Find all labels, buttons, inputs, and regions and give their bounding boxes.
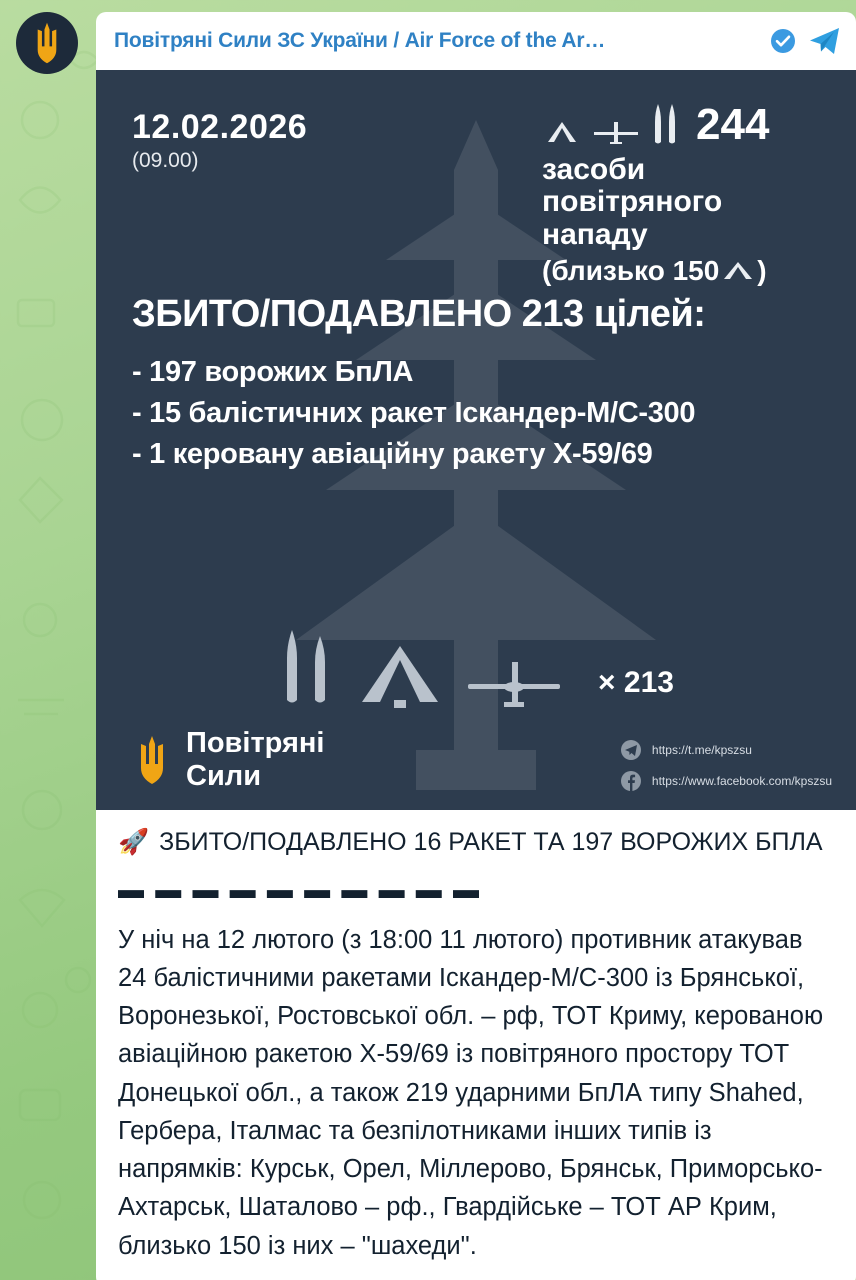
attack-label — [542, 154, 842, 251]
approx-note-close: ) — [757, 255, 767, 287]
rocket-emoji-icon: 🚀 — [118, 828, 150, 856]
targets-multiplier: × 213 — [598, 666, 674, 699]
bullet-item: - 197 ворожих БпЛА — [132, 356, 414, 388]
approx-note-open: (близько 150 — [542, 255, 720, 287]
drone-icon — [542, 120, 582, 146]
weapon-icons-group — [542, 104, 680, 146]
destroyed-targets-icons — [96, 630, 856, 710]
attack-count: 244 — [696, 100, 770, 150]
missiles-icon — [650, 104, 680, 146]
telegram-icon[interactable] — [808, 24, 842, 58]
channel-avatar[interactable] — [16, 12, 78, 74]
channel-name: Повітряні Сили ЗС України / Air Force of the Ar… — [114, 29, 606, 52]
shahed-drone-icon — [721, 260, 755, 282]
attack-label-line1: засоби — [542, 153, 646, 186]
infographic-image — [96, 70, 856, 810]
brand-block — [132, 727, 324, 792]
telegram-url: https://t.me/kpszsu — [651, 743, 752, 757]
uav-plane-icon — [464, 654, 564, 710]
telegram-icon — [620, 739, 642, 761]
aircraft-icon — [592, 120, 640, 146]
telegram-link[interactable] — [620, 739, 832, 761]
brand-line1: Повітряні — [186, 727, 325, 760]
brand-name — [186, 727, 324, 792]
facebook-link[interactable] — [620, 770, 832, 792]
brand-line2: Сили — [186, 759, 262, 792]
trident-icon — [132, 735, 172, 785]
attack-label-line3: нападу — [542, 217, 648, 251]
message-divider: ▬ ▬ ▬ ▬ ▬ ▬ ▬ ▬ ▬ ▬ — [118, 873, 482, 904]
message-title-text: ЗБИТО/ПОДАВЛЕНО 16 РАКЕТ ТА 197 ВОРОЖИХ БПЛА — [159, 828, 823, 856]
approx-shahed-note — [542, 255, 842, 287]
attack-label-line2: повітряного — [542, 185, 723, 219]
attack-summary-block — [542, 100, 842, 287]
message-body — [96, 810, 856, 1280]
infographic-bullets — [132, 352, 820, 476]
infographic-headline: ЗБИТО/ПОДАВЛЕНО 213 цілей: — [132, 293, 706, 335]
channel-header[interactable] — [96, 12, 856, 70]
report-time: (09.00) — [132, 149, 199, 172]
missiles-icon — [278, 630, 336, 710]
facebook-url: https://www.facebook.com/kpszsu — [651, 774, 832, 788]
facebook-icon — [620, 770, 642, 792]
message-text: У ніч на 12 лютого (з 18:00 11 лютого) противник атакував 24 балістичними ракетами Іскандер-М/С-300 із Брянської, Воронезької, Ростовської обл. – рф, ТОТ Криму, керованою авіаційною ракетою Х-59/69 із повітряного простору ТОТ Донецької обл., а також 219 ударними БпЛА типу Shahed, Гербера, Італмас та безпілотниками інших типів із напрямків: Курськ, Орел, Міллерово, Брянськ, Приморсько-Ахтарськ, Шаталово – рф., Гвардійське – ТОТ АР Крим, близько 150 із них – "шахеди". — [118, 925, 824, 1260]
telegram-post — [96, 12, 856, 1280]
bullet-item: - 15 балістичних ракет Іскандер-М/С-300 — [132, 397, 696, 430]
verified-badge-icon — [770, 28, 796, 54]
trident-icon — [30, 21, 64, 65]
social-links — [620, 739, 832, 792]
infographic-footer — [132, 727, 832, 792]
drone-icon — [358, 644, 442, 710]
report-date: 12.02.2026 — [132, 108, 308, 146]
bullet-item: - 1 керовану авіаційну ракету Х-59/69 — [132, 438, 653, 471]
message-title — [118, 826, 834, 860]
